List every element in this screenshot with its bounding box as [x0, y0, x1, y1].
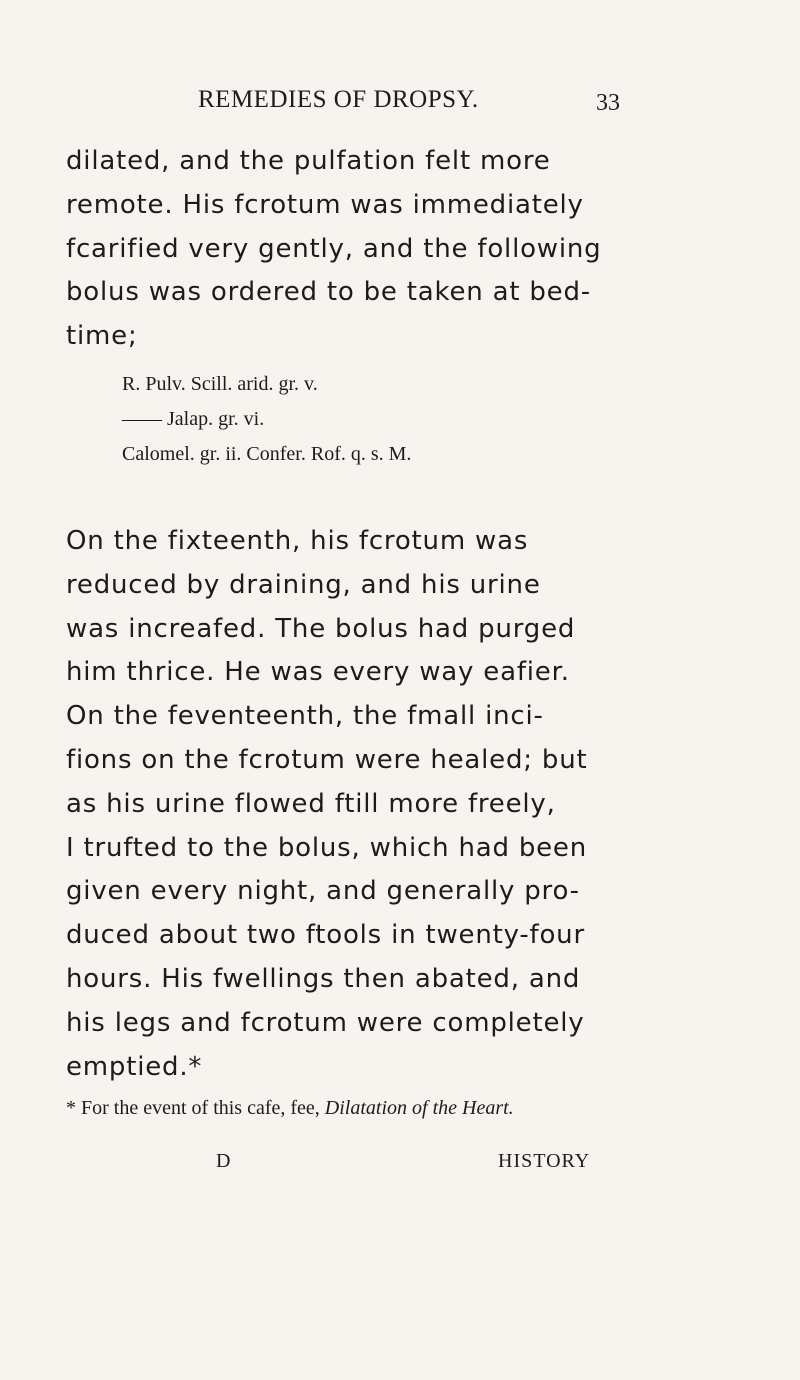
text-line: remote. His fcrotum was immediately: [66, 189, 584, 220]
text-line: was increafed. The bolus had purged: [66, 613, 576, 644]
footnote-text: * For the event of this cafe, fee,: [66, 1097, 320, 1119]
text-line: I trufted to the bolus, which had been: [66, 832, 587, 863]
prescription-block: [122, 367, 411, 472]
text-line: given every night, and generally pro-: [66, 876, 580, 907]
text-line: duced about two ftools in twenty-four: [66, 920, 585, 951]
text-line: his legs and fcrotum were completely: [66, 1007, 585, 1038]
text-line: as his urine flowed ftill more freely,: [66, 788, 556, 819]
page-number: 33: [596, 90, 620, 116]
text-line: him thrice. He was every way eafier.: [66, 657, 570, 688]
paragraph-1: [66, 140, 656, 359]
prescription-line: Calomel. gr. ii. Confer. Rof. q. s. M.: [122, 443, 412, 465]
paragraph-2: [66, 520, 656, 1089]
text-line: reduced by draining, and his urine: [66, 569, 541, 600]
text-line: dilated, and the pulfation felt more: [66, 146, 551, 176]
footnote-reference: Dilatation of the Heart.: [324, 1097, 514, 1119]
signature-mark: D: [216, 1150, 231, 1172]
text-line: On the fixteenth, his fcrotum was: [66, 526, 529, 556]
text-line: emptied.*: [66, 1051, 203, 1082]
text-line: fcarified very gently, and the following: [66, 233, 602, 264]
catchword: HISTORY: [498, 1150, 591, 1172]
text-line: time;: [66, 321, 138, 352]
prescription-line: —— Jalap. gr. vi.: [122, 408, 265, 430]
text-line: On the feventeenth, the fmall inci-: [66, 701, 544, 732]
text-line: fions on the fcrotum were healed; but: [66, 744, 588, 775]
prescription-line: R. Pulv. Scill. arid. gr. v.: [122, 373, 318, 395]
text-line: bolus was ordered to be taken at bed-: [66, 277, 591, 308]
text-line: hours. His fwellings then abated, and: [66, 963, 581, 994]
running-title: REMEDIES OF DROPSY.: [198, 86, 479, 113]
footnote: [66, 1097, 514, 1120]
